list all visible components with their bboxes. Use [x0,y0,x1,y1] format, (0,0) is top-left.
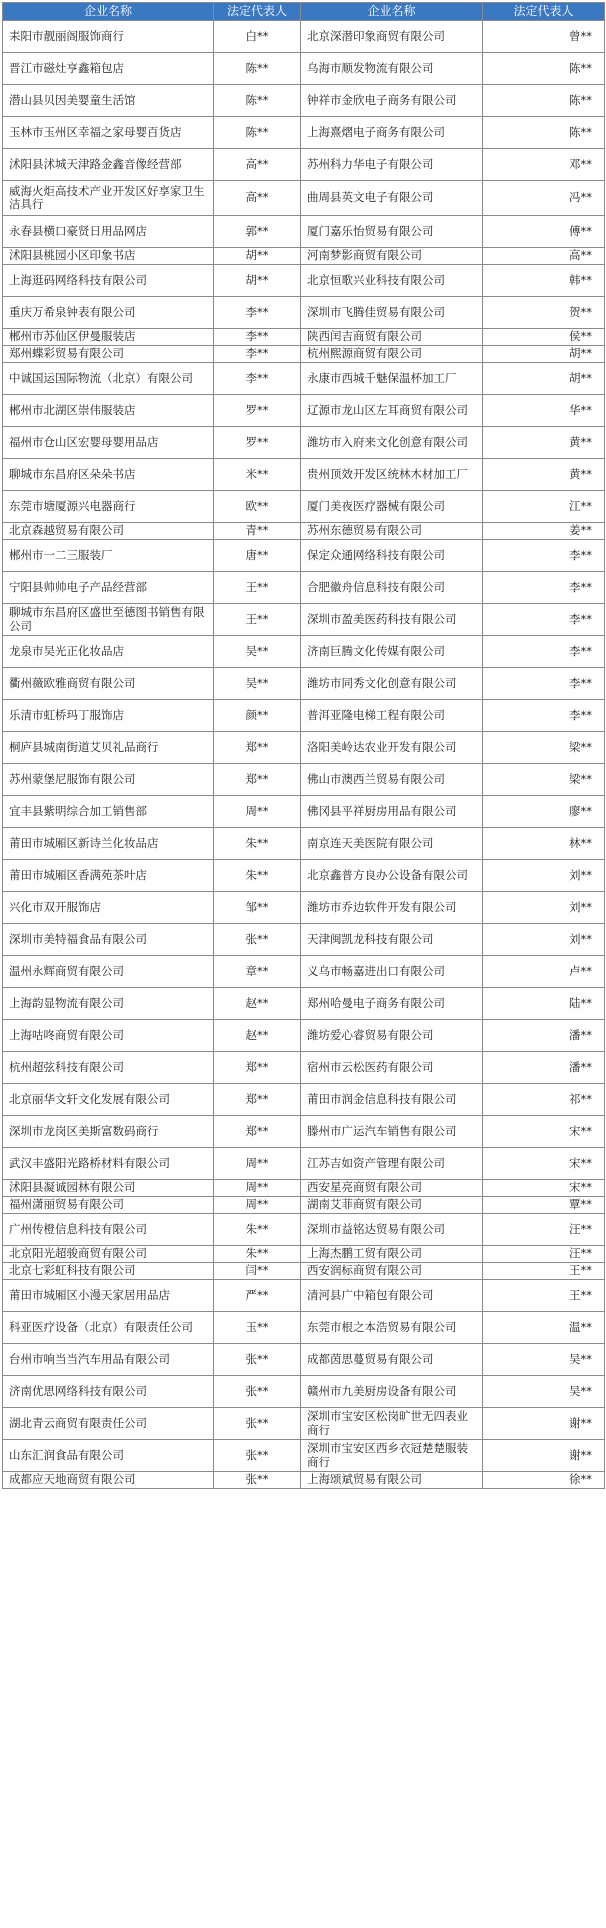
company-name-left: 中诚国运国际物流（北京）有限公司 [3,363,214,395]
legal-rep-left: 米** [214,459,301,491]
table-row [3,21,605,53]
legal-rep-right: 邓** [483,149,605,181]
company-name-left: 耒阳市靓丽阁服饰商行 [3,21,214,53]
company-name-left: 沭阳县桃园小区印象书店 [3,248,214,265]
table-row [3,860,605,892]
header-legal-rep-left: 法定代表人 [214,3,301,21]
table-row [3,297,605,329]
legal-rep-right: 韩** [483,265,605,297]
table-row [3,1408,605,1440]
legal-rep-right: 贺** [483,297,605,329]
company-name-left: 上海咕咚商贸有限公司 [3,1020,214,1052]
company-name-right: 洛阳美岭达农业开发有限公司 [301,732,483,764]
company-name-left: 北京丽华文轩文化发展有限公司 [3,1084,214,1116]
company-name-right: 东莞市根之本浩贸易有限公司 [301,1312,483,1344]
table-row [3,1148,605,1180]
legal-rep-right: 李** [483,700,605,732]
table-row [3,892,605,924]
legal-rep-left: 严** [214,1280,301,1312]
table-row [3,604,605,636]
legal-rep-right: 胡** [483,363,605,395]
table-row [3,1280,605,1312]
company-name-right: 曲周县英文电子有限公司 [301,181,483,216]
legal-rep-left: 陈** [214,53,301,85]
table-row [3,1376,605,1408]
table-row [3,1197,605,1214]
legal-rep-left: 李** [214,329,301,346]
table-row [3,491,605,523]
company-name-left: 北京阳光超骏商贸有限公司 [3,1246,214,1263]
legal-rep-right: 覃** [483,1197,605,1214]
company-name-right: 苏州科力华电子有限公司 [301,149,483,181]
legal-rep-right: 温** [483,1312,605,1344]
company-name-left: 苏州蒙堡尼服饰有限公司 [3,764,214,796]
company-name-right: 滕州市广运汽车销售有限公司 [301,1116,483,1148]
company-name-right: 北京鑫普方良办公设备有限公司 [301,860,483,892]
company-name-left: 武汉丰盛阳光路桥材料有限公司 [3,1148,214,1180]
legal-rep-left: 王** [214,572,301,604]
company-name-right: 河南梦影商贸有限公司 [301,248,483,265]
legal-rep-left: 欧** [214,491,301,523]
company-name-left: 莆田市城厢区香满苑茶叶店 [3,860,214,892]
company-name-right: 清河县广中箱包有限公司 [301,1280,483,1312]
legal-rep-right: 宋** [483,1116,605,1148]
legal-rep-right: 陈** [483,53,605,85]
header-row [3,3,605,21]
table-row [3,459,605,491]
company-name-left: 永春县横口豪贤日用品网店 [3,216,214,248]
company-table [2,2,605,1489]
legal-rep-left: 张** [214,1472,301,1489]
legal-rep-right: 谢** [483,1408,605,1440]
table-row [3,181,605,216]
legal-rep-left: 张** [214,1408,301,1440]
company-name-right: 佛山市澳西兰贸易有限公司 [301,764,483,796]
company-name-right: 上海颂斌贸易有限公司 [301,1472,483,1489]
company-name-right: 上海熹熠电子商务有限公司 [301,117,483,149]
legal-rep-right: 汪** [483,1246,605,1263]
legal-rep-left: 朱** [214,860,301,892]
table-row [3,764,605,796]
table-row [3,1263,605,1280]
company-name-right: 成都茵思蔓贸易有限公司 [301,1344,483,1376]
company-name-right: 深圳市益铭达贸易有限公司 [301,1214,483,1246]
legal-rep-left: 吴** [214,636,301,668]
legal-rep-left: 李** [214,346,301,363]
company-name-right: 深圳市宝安区西乡衣冠楚楚服装商行 [301,1440,483,1472]
company-name-right: 上海杰鹏工贸有限公司 [301,1246,483,1263]
legal-rep-left: 陈** [214,117,301,149]
table-row [3,248,605,265]
legal-rep-right: 祁** [483,1084,605,1116]
company-name-left: 湖北青云商贸有限责任公司 [3,1408,214,1440]
company-name-left: 威海火炬高技术产业开发区好享家卫生洁具行 [3,181,214,216]
table-row [3,988,605,1020]
legal-rep-left: 郑** [214,1084,301,1116]
legal-rep-left: 李** [214,363,301,395]
legal-rep-left: 章** [214,956,301,988]
company-name-left: 济南优思网络科技有限公司 [3,1376,214,1408]
table-row [3,1214,605,1246]
legal-rep-left: 闫** [214,1263,301,1280]
company-name-left: 广州传橙信息科技有限公司 [3,1214,214,1246]
legal-rep-left: 张** [214,1376,301,1408]
company-name-left: 乐清市虹桥玛丁服饰店 [3,700,214,732]
table-row [3,828,605,860]
company-name-left: 郴州市一二三服装厂 [3,540,214,572]
legal-rep-right: 黄** [483,427,605,459]
company-name-left: 桐庐县城南街道艾贝礼品商行 [3,732,214,764]
table-row [3,700,605,732]
legal-rep-left: 高** [214,181,301,216]
company-name-left: 莆田市城厢区小漫天家居用品店 [3,1280,214,1312]
company-name-right: 江苏吉如资产管理有限公司 [301,1148,483,1180]
table-row [3,523,605,540]
company-name-right: 陕西闰吉商贸有限公司 [301,329,483,346]
company-name-left: 晋江市磁灶亨鑫箱包店 [3,53,214,85]
company-name-left: 福州市仓山区宏婴母婴用品店 [3,427,214,459]
table-row [3,1246,605,1263]
company-name-right: 赣州市九美厨房设备有限公司 [301,1376,483,1408]
legal-rep-left: 赵** [214,1020,301,1052]
legal-rep-right: 高** [483,248,605,265]
legal-rep-right: 李** [483,572,605,604]
legal-rep-right: 李** [483,604,605,636]
company-name-left: 温州永辉商贸有限公司 [3,956,214,988]
table-row [3,1312,605,1344]
table-row [3,1116,605,1148]
table-row [3,1084,605,1116]
header-company-name-right: 企业名称 [301,3,483,21]
company-name-right: 保定众通网络科技有限公司 [301,540,483,572]
table-row [3,53,605,85]
company-name-right: 济南巨腾文化传媒有限公司 [301,636,483,668]
legal-rep-left: 周** [214,1197,301,1214]
legal-rep-right: 冯** [483,181,605,216]
legal-rep-left: 白** [214,21,301,53]
legal-rep-right: 刘** [483,860,605,892]
legal-rep-right: 宋** [483,1148,605,1180]
header-company-name-left: 企业名称 [3,3,214,21]
company-name-left: 杭州超弦科技有限公司 [3,1052,214,1084]
table-row [3,395,605,427]
legal-rep-right: 潘** [483,1020,605,1052]
legal-rep-right: 李** [483,668,605,700]
legal-rep-left: 王** [214,604,301,636]
company-name-right: 贵州顶效开发区统林木材加工厂 [301,459,483,491]
company-name-right: 北京深潜印象商贸有限公司 [301,21,483,53]
company-name-left: 潜山县贝因美婴童生活馆 [3,85,214,117]
legal-rep-left: 周** [214,1180,301,1197]
company-name-right: 义乌市畅嘉进出口有限公司 [301,956,483,988]
table-row [3,1020,605,1052]
table-row [3,1344,605,1376]
company-name-left: 龙泉市吴光正化妆品店 [3,636,214,668]
table-row [3,668,605,700]
legal-rep-left: 周** [214,796,301,828]
company-name-left: 郑州蝶彩贸易有限公司 [3,346,214,363]
legal-rep-left: 胡** [214,265,301,297]
company-name-left: 玉林市玉州区幸福之家母婴百货店 [3,117,214,149]
legal-rep-left: 张** [214,1440,301,1472]
legal-rep-right: 陆** [483,988,605,1020]
company-name-right: 深圳市飞腾佳贸易有限公司 [301,297,483,329]
company-name-right: 合肥徽舟信息科技有限公司 [301,572,483,604]
legal-rep-left: 李** [214,297,301,329]
table-row [3,265,605,297]
company-name-right: 西安星亮商贸有限公司 [301,1180,483,1197]
company-name-left: 莆田市城厢区新诗兰化妆品店 [3,828,214,860]
legal-rep-right: 胡** [483,346,605,363]
company-name-right: 普洱亚隆电梯工程有限公司 [301,700,483,732]
legal-rep-left: 朱** [214,1214,301,1246]
legal-rep-right: 王** [483,1263,605,1280]
company-name-left: 聊城市东昌府区朵朵书店 [3,459,214,491]
legal-rep-left: 郑** [214,732,301,764]
table-row [3,1180,605,1197]
legal-rep-right: 王** [483,1280,605,1312]
legal-rep-right: 姜** [483,523,605,540]
company-name-left: 山东汇润食品有限公司 [3,1440,214,1472]
legal-rep-left: 郑** [214,1116,301,1148]
legal-rep-right: 潘** [483,1052,605,1084]
legal-rep-left: 张** [214,1344,301,1376]
legal-rep-right: 李** [483,636,605,668]
table-row [3,540,605,572]
company-name-left: 衢州薇欧雅商贸有限公司 [3,668,214,700]
company-name-right: 莆田市润金信息科技有限公司 [301,1084,483,1116]
table-row [3,636,605,668]
legal-rep-left: 郭** [214,216,301,248]
company-name-right: 厦门嘉乐怡贸易有限公司 [301,216,483,248]
table-row [3,1052,605,1084]
legal-rep-right: 梁** [483,732,605,764]
table-row [3,572,605,604]
table-row [3,1472,605,1489]
company-name-left: 北京七彩虹科技有限公司 [3,1263,214,1280]
legal-rep-right: 徐** [483,1472,605,1489]
legal-rep-left: 陈** [214,85,301,117]
legal-rep-right: 吴** [483,1376,605,1408]
company-name-right: 潍坊市入府来文化创意有限公司 [301,427,483,459]
legal-rep-left: 胡** [214,248,301,265]
company-name-right: 南京连天美医院有限公司 [301,828,483,860]
table-row [3,149,605,181]
company-name-left: 沭阳县沭城天津路金鑫音像经营部 [3,149,214,181]
company-name-left: 聊城市东昌府区盛世至德图书销售有限公司 [3,604,214,636]
company-name-right: 西安润标商贸有限公司 [301,1263,483,1280]
company-name-left: 上海韵显物流有限公司 [3,988,214,1020]
company-name-left: 东莞市塘厦源兴电器商行 [3,491,214,523]
table-row [3,117,605,149]
company-name-left: 上海逛码网络科技有限公司 [3,265,214,297]
legal-rep-left: 周** [214,1148,301,1180]
legal-rep-right: 曾** [483,21,605,53]
company-name-right: 钟祥市金欣电子商务有限公司 [301,85,483,117]
company-name-right: 湖南艾菲商贸有限公司 [301,1197,483,1214]
legal-rep-right: 侯** [483,329,605,346]
company-name-right: 潍坊市同秀文化创意有限公司 [301,668,483,700]
header-legal-rep-right: 法定代表人 [483,3,605,21]
legal-rep-left: 赵** [214,988,301,1020]
legal-rep-left: 罗** [214,395,301,427]
legal-rep-left: 罗** [214,427,301,459]
legal-rep-left: 郑** [214,764,301,796]
company-name-left: 台州市响当当汽车用品有限公司 [3,1344,214,1376]
company-name-left: 福州潇丽贸易有限公司 [3,1197,214,1214]
company-name-right: 郑州哈曼电子商务有限公司 [301,988,483,1020]
company-name-right: 天津闽凯龙科技有限公司 [301,924,483,956]
table-row [3,796,605,828]
legal-rep-right: 林** [483,828,605,860]
company-name-left: 郴州市北湖区崇伟服装店 [3,395,214,427]
company-name-right: 佛冈县平祥厨房用品有限公司 [301,796,483,828]
company-name-left: 成都应天地商贸有限公司 [3,1472,214,1489]
table-row [3,924,605,956]
table-row [3,732,605,764]
legal-rep-right: 李** [483,540,605,572]
table-row [3,346,605,363]
legal-rep-left: 朱** [214,828,301,860]
company-name-left: 兴化市双开服饰店 [3,892,214,924]
company-name-right: 厦门美夜医疗器械有限公司 [301,491,483,523]
company-name-right: 潍坊爱心睿贸易有限公司 [301,1020,483,1052]
company-name-right: 北京恒歌兴业科技有限公司 [301,265,483,297]
company-name-left: 宜丰县紫明综合加工销售部 [3,796,214,828]
legal-rep-right: 陈** [483,85,605,117]
legal-rep-right: 华** [483,395,605,427]
company-name-left: 深圳市龙岗区美斯富数码商行 [3,1116,214,1148]
legal-rep-right: 廖** [483,796,605,828]
legal-rep-right: 卢** [483,956,605,988]
legal-rep-left: 玉** [214,1312,301,1344]
company-name-left: 科亚医疗设备（北京）有限责任公司 [3,1312,214,1344]
legal-rep-left: 邹** [214,892,301,924]
company-name-right: 深圳市盈美医药科技有限公司 [301,604,483,636]
legal-rep-left: 唐** [214,540,301,572]
company-name-left: 重庆万希泉钟表有限公司 [3,297,214,329]
legal-rep-right: 刘** [483,892,605,924]
legal-rep-right: 吴** [483,1344,605,1376]
company-name-right: 苏州东德贸易有限公司 [301,523,483,540]
company-name-left: 沭阳县凝诚园林有限公司 [3,1180,214,1197]
company-name-left: 宁阳县帅帅电子产品经营部 [3,572,214,604]
legal-rep-right: 江** [483,491,605,523]
legal-rep-right: 宋** [483,1180,605,1197]
company-name-right: 永康市西城千魅保温杯加工厂 [301,363,483,395]
company-name-right: 深圳市宝安区松岗旷世无四表业商行 [301,1408,483,1440]
legal-rep-right: 傅** [483,216,605,248]
table-row [3,956,605,988]
table-row [3,363,605,395]
legal-rep-left: 朱** [214,1246,301,1263]
table-row [3,1440,605,1472]
table-row [3,427,605,459]
legal-rep-left: 郑** [214,1052,301,1084]
table-row [3,329,605,346]
legal-rep-right: 谢** [483,1440,605,1472]
legal-rep-right: 汪** [483,1214,605,1246]
table-row [3,216,605,248]
legal-rep-left: 张** [214,924,301,956]
company-name-left: 深圳市美特福食品有限公司 [3,924,214,956]
legal-rep-left: 吴** [214,668,301,700]
company-name-left: 郴州市苏仙区伊曼服装店 [3,329,214,346]
company-name-right: 杭州熙源商贸有限公司 [301,346,483,363]
legal-rep-right: 刘** [483,924,605,956]
legal-rep-left: 颜** [214,700,301,732]
company-name-right: 辽源市龙山区左耳商贸有限公司 [301,395,483,427]
legal-rep-left: 青** [214,523,301,540]
legal-rep-right: 黄** [483,459,605,491]
company-name-right: 宿州市云松医药有限公司 [301,1052,483,1084]
company-name-right: 潍坊市乔边软件开发有限公司 [301,892,483,924]
legal-rep-left: 高** [214,149,301,181]
legal-rep-right: 陈** [483,117,605,149]
company-name-left: 北京森越贸易有限公司 [3,523,214,540]
table-row [3,85,605,117]
legal-rep-right: 梁** [483,764,605,796]
company-name-right: 乌海市顺发物流有限公司 [301,53,483,85]
